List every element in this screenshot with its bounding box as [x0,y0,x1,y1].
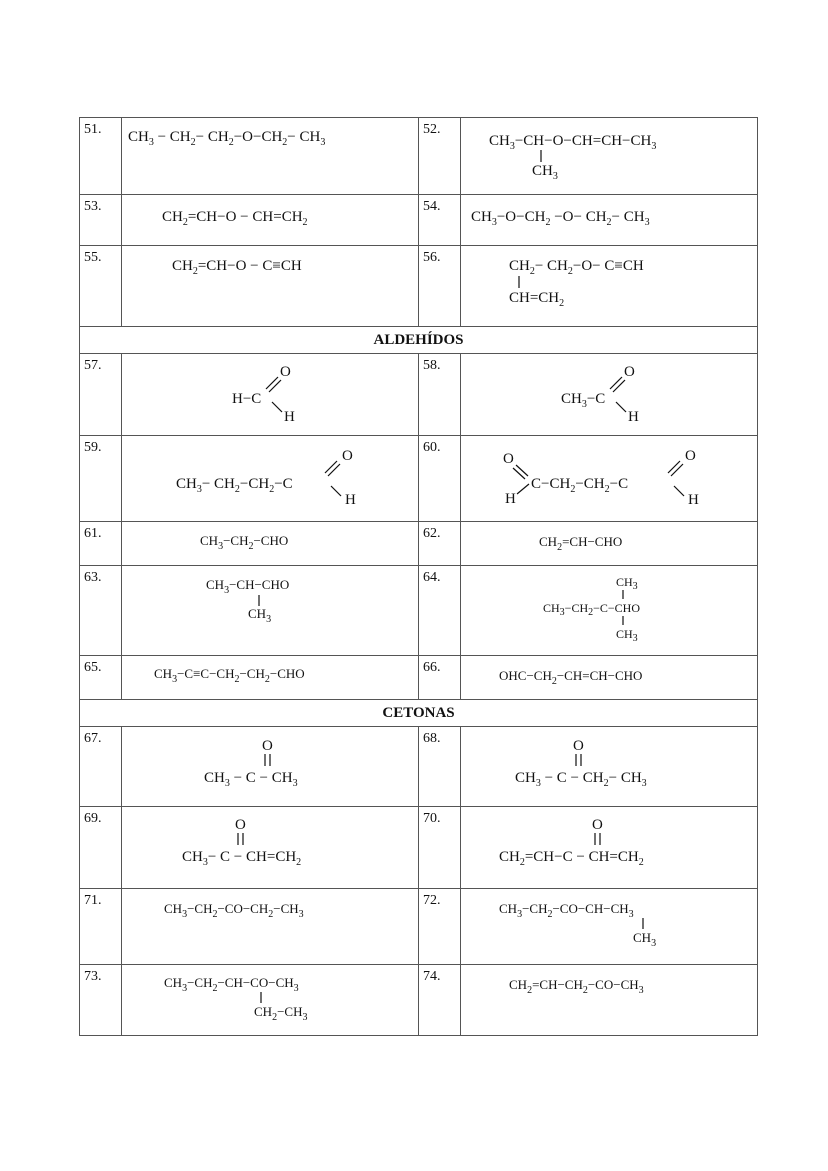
formula-64-drawing [461,566,757,655]
svg-text:O: O [235,817,246,833]
item-number: 68. [419,727,461,807]
table-row [80,656,758,700]
svg-text:CH3: $CH_3$ [616,627,638,644]
formula-70-drawing [461,807,757,888]
formula-54-drawing [461,195,757,245]
svg-text:O: O [262,738,273,754]
formula-52 [461,118,758,195]
item-number: 67. [80,727,122,807]
svg-text:CH3− CH2−CH2−C: $CH_3- CH_2-CH_2-C$ [176,476,293,495]
item-number: 52. [419,118,461,195]
item-number: 53. [80,195,122,246]
formula-51 [122,118,419,195]
formula-61-drawing [122,522,418,565]
svg-text:CH3−CH2−CHO: $CH_3-CH_2-CHO$ [200,533,289,552]
svg-text:CH2− CH2−O− C≡CH: $CH_2- CH_2-O- C\equiv CH$ [509,258,644,277]
formula-59 [122,436,419,522]
item-number: 66. [419,656,461,700]
svg-text:CH3: $CH_3$ [633,930,657,949]
table-row [80,566,758,656]
table-row [80,118,758,195]
item-number: 59. [80,436,122,522]
formula-64 [461,566,758,656]
table-row [80,327,758,354]
svg-text:CH3−O−CH2 −O− CH2− CH3: $CH_3-O-CH_2 -O- CH_2- CH_3$ [471,209,650,228]
section-title-aldehydes: ALDEHÍDOS [80,327,758,354]
item-number: 63. [80,566,122,656]
svg-text:CH3− C − CH=CH2: $CH_3- C - CH=CH_2$ [182,849,302,868]
svg-text:H: H [688,492,699,508]
item-number: 60. [419,436,461,522]
formula-69 [122,807,419,889]
item-number: 72. [419,889,461,965]
table-row [80,246,758,327]
svg-text:CH3: $CH_3$ [248,606,272,625]
formula-56 [461,246,758,327]
formula-73-drawing [122,965,418,1035]
formula-74 [461,965,758,1036]
table-row [80,354,758,436]
formula-55 [122,246,419,327]
formula-67-drawing [122,727,418,806]
formula-71-drawing [122,889,418,964]
svg-text:CH3−CH2−C−CHO: $CH_3-CH_2-C-CHO$ [543,601,640,618]
svg-text:OHC−CH2−CH=CH−CHO: $OHC-CH_2-CH=CH-CHO$ [499,668,643,687]
svg-text:CH3−CH−O−CH=CH−CH3: $CH_3-CH-O-CH=CH-CH_3$ [489,133,657,152]
item-number: 69. [80,807,122,889]
item-number: 65. [80,656,122,700]
item-number: 61. [80,522,122,566]
formula-63 [122,566,419,656]
svg-text:C−CH2−CH2−C: $C-CH_2-CH_2-C$ [531,476,629,495]
formula-73 [122,965,419,1036]
svg-text:H−C: H−C [232,391,262,407]
item-number: 70. [419,807,461,889]
exercise-table [79,117,758,1036]
formula-66 [461,656,758,700]
table-row [80,700,758,727]
formula-65-drawing [122,656,418,699]
svg-text:CH3−C≡C−CH2−CH2−CHO: $CH_3-C\equiv C-CH_2-CH_2-CHO$ [154,666,305,685]
table-row [80,727,758,807]
svg-text:H: H [345,492,356,508]
svg-text:H: H [505,491,516,507]
svg-text:CH3 − C − CH2− CH3: $CH_3 - C - CH_2- CH_3$ [515,770,647,789]
svg-text:O: O [624,364,635,380]
svg-text:CH2=CH−CHO: $CH_2=CH-CHO$ [539,534,623,553]
item-number: 51. [80,118,122,195]
table-row [80,889,758,965]
formula-71 [122,889,419,965]
svg-text:CH3−C: $CH_3-C$ [561,391,606,410]
svg-text:CH3−CH−CHO: $CH_3-CH-CHO$ [206,577,290,596]
formula-68-drawing [461,727,757,806]
svg-text:CH3 − C − CH3: $CH_3 - C - CH_3$ [204,770,298,789]
svg-text:CH3 − CH2− CH2−O−CH2− CH3: $CH_3 - CH_2- CH_2-O-CH_2- CH_3$ [128,129,326,148]
item-number: 54. [419,195,461,246]
item-number: 74. [419,965,461,1036]
table-row [80,965,758,1036]
svg-text:O: O [503,451,514,467]
formula-66-drawing [461,656,757,699]
formula-67 [122,727,419,807]
formula-51-drawing [122,118,418,194]
item-number: 56. [419,246,461,327]
formula-72-drawing [461,889,757,964]
table-row [80,436,758,522]
item-number: 58. [419,354,461,436]
formula-52-drawing [461,118,757,194]
svg-text:CH2=CH−O − C≡CH: $CH_2=CH-O - C\equiv CH$ [172,258,302,277]
formula-68 [461,727,758,807]
formula-55-drawing [122,246,418,326]
svg-text:O: O [280,364,291,380]
formula-60 [461,436,758,522]
formula-63-drawing [122,566,418,655]
item-number: 62. [419,522,461,566]
item-number: 73. [80,965,122,1036]
svg-text:CH=CH2: $CH=CH_2$ [509,290,565,309]
section-title-ketones: CETONAS [80,700,758,727]
formula-53 [122,195,419,246]
svg-text:H: H [628,409,639,425]
svg-text:O: O [685,448,696,464]
table-row [80,807,758,889]
svg-text:O: O [592,817,603,833]
svg-text:CH3−CH2−CO−CH2−CH3: $CH_3-CH_2-CO-CH_2-CH_3$ [164,901,304,920]
formula-54 [461,195,758,246]
formula-56-drawing [461,246,757,326]
formula-74-drawing [461,965,757,1035]
svg-text:CH3−CH2−CO−CH−CH3: $CH_3-CH_2-CO-CH-CH_3$ [499,901,634,920]
formula-65 [122,656,419,700]
item-number: 55. [80,246,122,327]
svg-text:CH3: $CH_3$ [616,575,638,592]
svg-text:CH2=CH−C − CH=CH2: $CH_2=CH-C - CH=CH_2$ [499,849,644,868]
formula-72 [461,889,758,965]
svg-text:H: H [284,409,295,425]
svg-text:CH2=CH−O − CH=CH2: $CH_2=CH-O - CH=CH_2$ [162,209,308,228]
svg-text:CH3: $CH_3$ [532,163,558,182]
formula-69-drawing [122,807,418,888]
item-number: 64. [419,566,461,656]
item-number: 71. [80,889,122,965]
formula-62-drawing [461,522,757,565]
svg-text:CH2−CH3: $CH_2-CH_3$ [254,1004,308,1023]
svg-text:O: O [342,448,353,464]
item-number: 57. [80,354,122,436]
table-row [80,195,758,246]
formula-59-drawing [122,436,418,521]
formula-57-drawing [122,354,418,435]
svg-text:O: O [573,738,584,754]
formula-70 [461,807,758,889]
formula-57 [122,354,419,436]
formula-61 [122,522,419,566]
svg-text:CH2=CH−CH2−CO−CH3: $CH_2=CH-CH_2-CO-CH_3$ [509,977,644,996]
formula-58-drawing [461,354,757,435]
formula-60-drawing [461,436,757,521]
formula-62 [461,522,758,566]
table-row [80,522,758,566]
svg-text:CH3−CH2−CH−CO−CH3: $CH_3-CH_2-CH-CO-CH_3$ [164,975,299,994]
formula-53-drawing [122,195,418,245]
formula-58 [461,354,758,436]
